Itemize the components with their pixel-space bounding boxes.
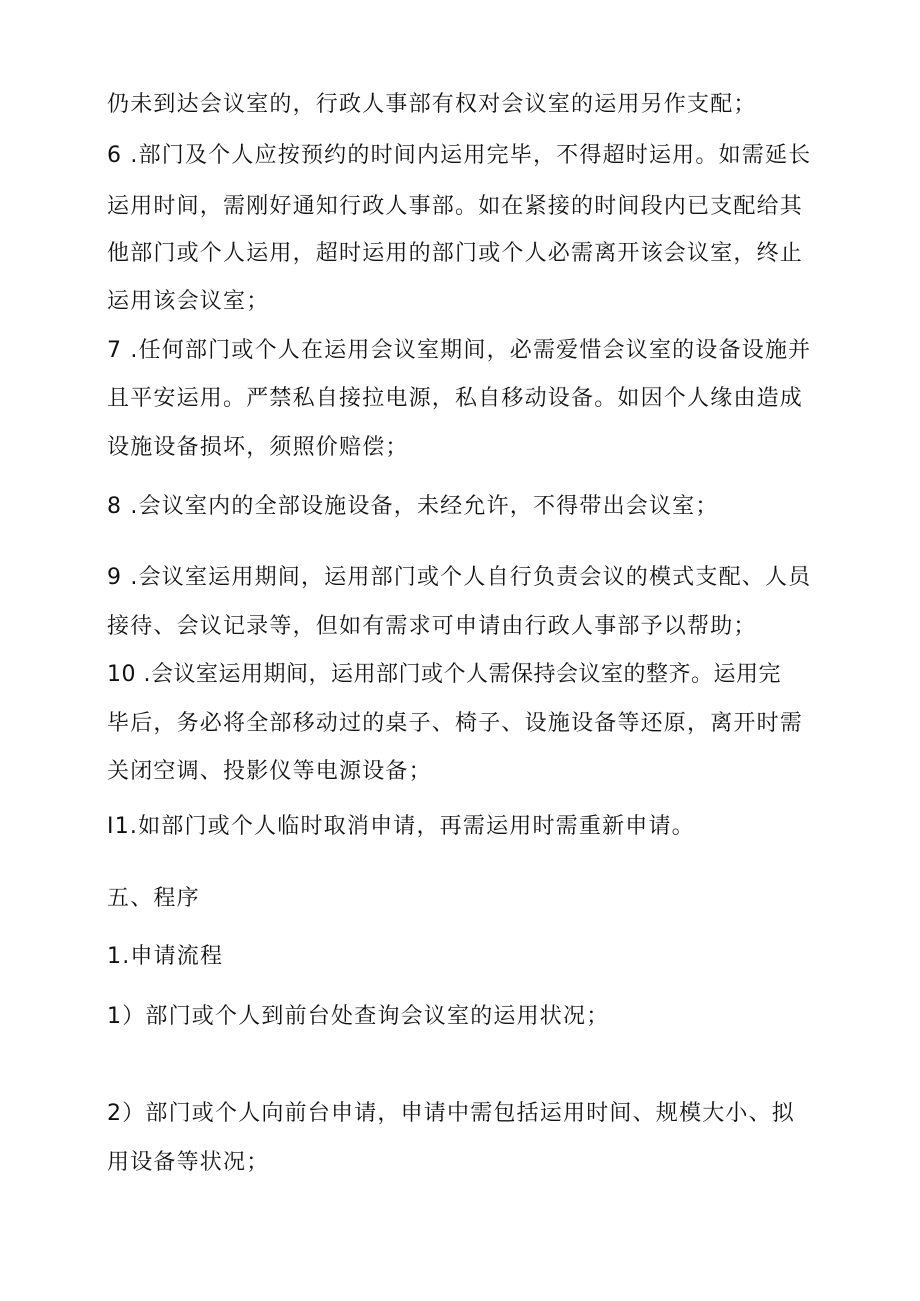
subsection-heading: 1.申请流程	[107, 944, 224, 969]
text-line-10: 9 .会议室运用期间，运用部门或个人自行负责会议的模式支配、人员	[107, 565, 812, 590]
text-line-3: 运用时间，需刚好通知行政人事部。如在紧接的时间段内已支配给其	[107, 194, 804, 219]
text-line-1: 仍未到达会议室的，行政人事部有权对会议室的运用另作支配；	[107, 92, 757, 117]
step-1-line: 1）部门或个人到前台处查询会议室的运用状况；	[107, 1004, 610, 1029]
text-line-6: 7 .任何部门或个人在运用会议室期间，必需爱惜会议室的设备设施并	[107, 338, 812, 363]
text-line-11: 接待、会议记录等，但如有需求可申请由行政人事部予以帮助；	[107, 614, 757, 639]
text-line-7: 且平安运用。严禁私自接拉电源，私自移动设备。如因个人缘由造成	[107, 386, 804, 411]
section-heading: 五、程序	[107, 886, 200, 911]
step-2-line-2: 用设备等状况；	[107, 1150, 270, 1175]
text-line-9: 8 .会议室内的全部设施设备，未经允许，不得带出会议室；	[107, 494, 719, 519]
text-line-4: 他部门或个人运用，超时运用的部门或个人必需离开该会议室，终止	[107, 241, 804, 266]
text-line-5: 运用该会议室；	[107, 289, 270, 314]
step-2-line-1: 2）部门或个人向前台申请，申请中需包括运用时间、规模大小、拟	[107, 1101, 795, 1126]
text-line-14: 关闭空调、投影仪等电源设备；	[107, 759, 432, 784]
text-line-2: 6 .部门及个人应按预约的时间内运用完毕，不得超时运用。如需延长	[107, 143, 812, 168]
text-line-8: 设施设备损坏，须照价赔偿；	[107, 435, 409, 460]
text-line-12: 10 .会议室运用期间，运用部门或个人需保持会议室的整齐。运用完	[107, 662, 781, 687]
text-line-15: I1.如部门或个人临时取消申请，再需运用时需重新申请。	[107, 814, 695, 839]
text-line-13: 毕后，务必将全部移动过的桌子、椅子、设施设备等还原，离开时需	[107, 711, 804, 736]
